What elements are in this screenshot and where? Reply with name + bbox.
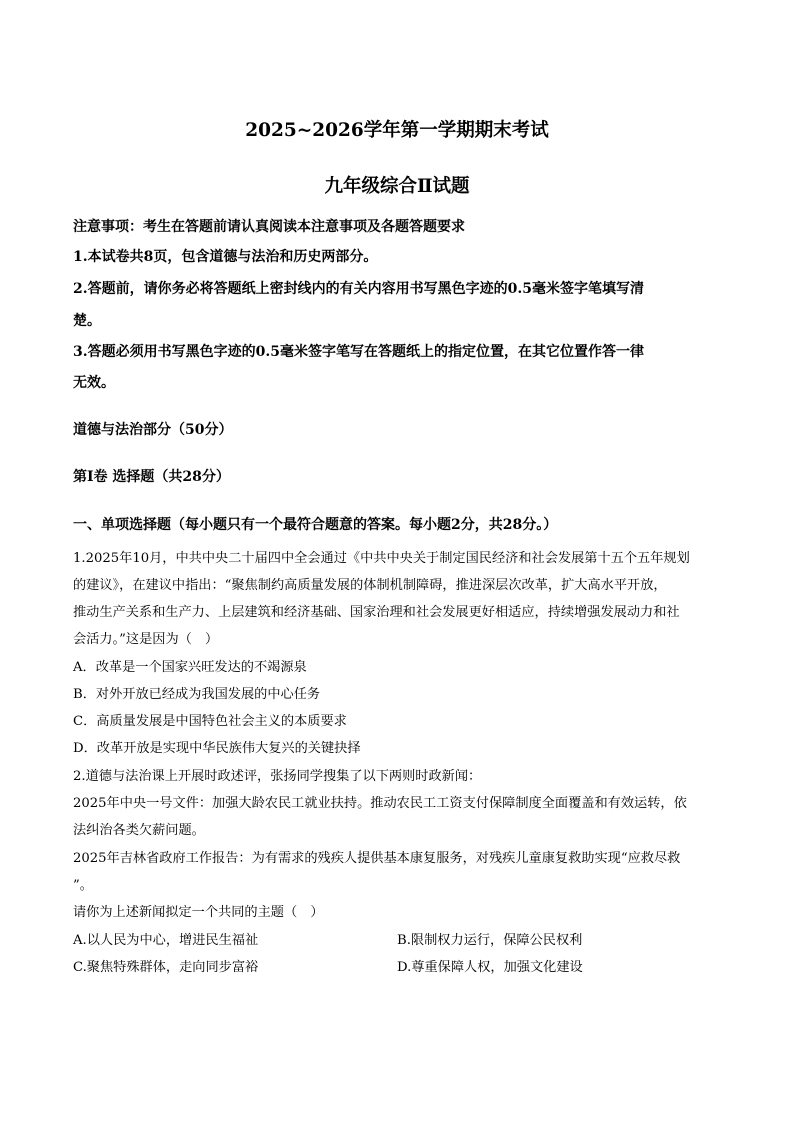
q2-news-line: ”。: [73, 878, 93, 893]
q2-option-d: D.尊重保障人权，加强文化建设: [397, 960, 583, 975]
q1-option-a: A．改革是一个国家兴旺发达的不竭源泉: [73, 660, 307, 675]
notice-item-3: 3.答题必须用书写黑色字迹的0.5毫米签字笔写在答题纸上的指定位置，在其它位置作答一律: [73, 344, 644, 360]
q1-stem-line: 推动生产关系和生产力、上层建筑和经济基础、国家治理和社会发展更好相适应，持续增强发展动力和社: [73, 605, 680, 620]
notice-heading: 注意事项：考生在答题前请认真阅读本注意事项及各题答题要求: [73, 219, 465, 235]
notice-item-2-cont: 楚。: [73, 313, 101, 329]
q2-prompt-line: 请你为上述新闻拟定一个共同的主题（ ）: [73, 905, 324, 920]
q1-option-b: B．对外开放已经成为我国发展的中心任务: [73, 687, 321, 702]
notice-item-3-cont: 无效。: [73, 375, 115, 391]
q2-option-b: B.限制权力运行，保障公民权利: [397, 933, 583, 948]
volume-heading: 第Ⅰ卷 选择题（共28分）: [73, 469, 230, 485]
part-heading: 道德与法治部分（50分）: [73, 422, 233, 438]
q2-news-line: 2025年吉林省政府工作报告：为有需求的残疾人提供基本康复服务，对残疾儿童康复救助实现“应救尽救: [73, 851, 681, 866]
q1-stem-line: 1.2025年10月，中共中央二十届四中全会通过《中共中央关于制定国民经济和社会发展第十五个五年规划: [73, 551, 690, 566]
question-group-heading: 一、单项选择题（每小题只有一个最符合题意的答案。每小题2分，共28分。）: [73, 517, 558, 533]
q2-news-line: 法纠治各类欠薪问题。: [73, 823, 205, 838]
q1-option-d: D．改革开放是实现中华民族伟大复兴的关键抉择: [73, 741, 361, 756]
notice-item-1: 1.本试卷共8页，包含道德与法治和历史两部分。: [73, 249, 378, 265]
q2-option-c: C.聚焦特殊群体，走向同步富裕: [73, 960, 259, 975]
q1-stem-line: 会活力。”这是因为（ ）: [73, 632, 219, 647]
q1-option-c: C．高质量发展是中国特色社会主义的本质要求: [73, 714, 347, 729]
notice-item-2: 2.答题前，请你务必将答题纸上密封线内的有关内容用书写黑色字迹的0.5毫米签字笔填写清: [73, 281, 644, 297]
q2-stem-line: 2.道德与法治课上开展时政述评，张扬同学搜集了以下两则时政新闻：: [73, 769, 482, 784]
exam-title: 2025~2026学年第一学期期末考试: [245, 120, 549, 141]
q2-news-line: 2025年中央一号文件：加强大龄农民工就业扶持。推动农民工工资支付保障制度全面覆盖和有效运转，依: [73, 796, 687, 811]
q2-option-a: A.以人民为中心，增进民生福祉: [73, 933, 259, 948]
q1-stem-line: 的建议》，在建议中指出：“聚焦制约高质量发展的体制机制障碍，推进深层次改革，扩大高水平开放，: [73, 578, 667, 593]
exam-subtitle: 九年级综合Ⅱ试题: [324, 176, 470, 197]
